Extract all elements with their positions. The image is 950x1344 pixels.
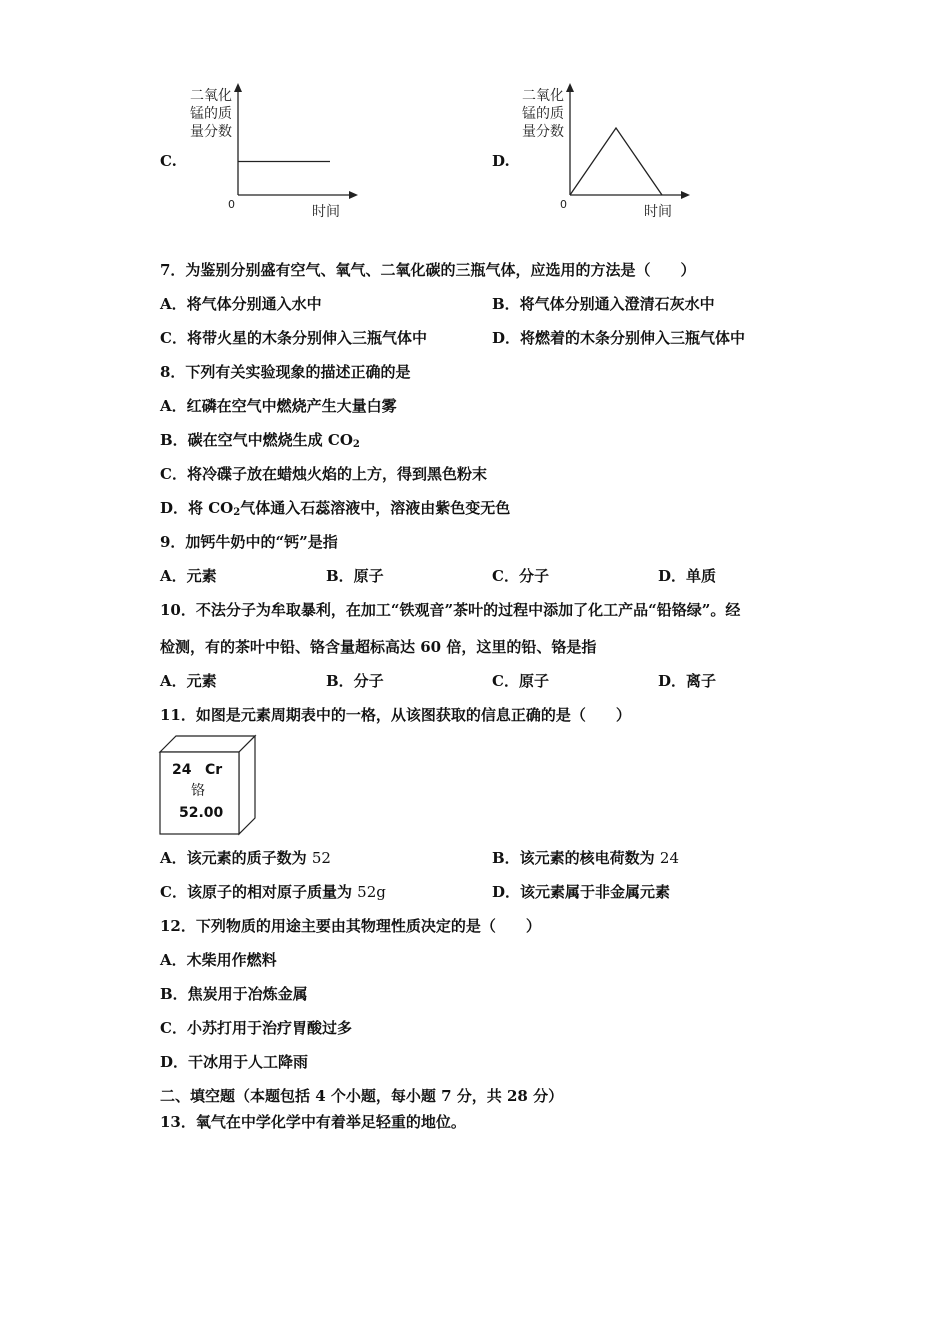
chart-d-origin: 0	[560, 198, 567, 211]
q9-option-a: A．元素	[160, 567, 217, 585]
q8-option-b-subscript: 2	[352, 439, 360, 450]
q12-stem: 12．下列物质的用途主要由其物理性质决定的是（ ）	[160, 917, 541, 935]
q8-option-d-subscript: 2	[233, 507, 241, 518]
cell-name: 铬	[191, 783, 205, 799]
q9-option-b: B．原子	[326, 567, 384, 585]
q11-option-b	[492, 848, 679, 868]
q10-stem-line-1: 10．不法分子为牟取暴利，在加工“铁观音”茶叶的过程中添加了化工产品“铅铬绿”。经	[160, 601, 741, 619]
chart-d-series-line	[570, 128, 662, 195]
chart-d-ylabel-2: 锰的质	[522, 106, 564, 122]
q8-option-b-text: B．碳在空气中燃烧生成 CO	[160, 431, 353, 449]
cell-atomic-mass: 52.00	[179, 805, 224, 821]
q8-option-d	[160, 498, 510, 523]
q11-option-a-text: A．该元素的质子数为	[160, 849, 312, 867]
q12-option-c: C．小苏打用于治疗胃酸过多	[160, 1019, 352, 1037]
q11-option-d: D．该元素属于非金属元素	[492, 883, 671, 901]
chart-d	[512, 80, 712, 225]
q10-option-c: C．原子	[492, 672, 549, 690]
q11-option-b-text: B．该元素的核电荷数为	[492, 849, 660, 867]
chart-c-ylabel-1: 二氧化	[190, 88, 232, 104]
q8-option-b	[160, 430, 360, 455]
q9-option-d: D．单质	[658, 567, 717, 585]
chart-c-letter: C.	[160, 152, 177, 170]
q8-option-a: A．红磷在空气中燃烧产生大量白雾	[160, 397, 397, 415]
q13-stem: 13．氧气在中学化学中有着举足轻重的地位。	[160, 1113, 466, 1131]
q12-option-d: D．干冰用于人工降雨	[160, 1053, 309, 1071]
cell-symbol: Cr	[205, 762, 223, 778]
q11-option-c	[160, 882, 386, 902]
q10-stem-line-2: 检测，有的茶叶中铅、铬含量超标高达 60 倍，这里的铅、铬是指	[160, 638, 597, 656]
chart-c-x-arrow	[349, 191, 358, 199]
q11-option-a-value: 52	[311, 849, 331, 867]
q8-option-c: C．将冷碟子放在蜡烛火焰的上方，得到黑色粉末	[160, 465, 487, 483]
q11-stem: 11．如图是元素周期表中的一格，从该图获取的信息正确的是（ ）	[160, 706, 631, 724]
section-2-heading: 二、填空题（本题包括 4 个小题，每小题 7 分，共 28 分）	[160, 1087, 564, 1105]
q10-option-d: D．离子	[658, 672, 717, 690]
chart-d-letter: D.	[492, 152, 510, 170]
q11-option-a	[160, 848, 331, 868]
q12-option-b: B．焦炭用于冶炼金属	[160, 985, 308, 1003]
cell-side-face	[239, 736, 255, 834]
chart-c-y-arrow	[234, 83, 242, 92]
chart-d-y-arrow	[566, 83, 574, 92]
q11-option-b-value: 24	[659, 849, 679, 867]
q7-stem: 7．为鉴别分别盛有空气、氧气、二氧化碳的三瓶气体，应选用的方法是（ ）	[160, 261, 696, 279]
q10-option-b: B．分子	[326, 672, 384, 690]
chart-d-x-arrow	[681, 191, 690, 199]
q7-option-b: B．将气体分别通入澄清石灰水中	[492, 295, 715, 313]
q8-option-d-text-2: 气体通入石蕊溶液中，溶液由紫色变无色	[240, 499, 511, 517]
chart-d-xlabel: 时间	[644, 204, 672, 220]
chart-c-origin: 0	[228, 198, 235, 211]
q8-stem: 8．下列有关实验现象的描述正确的是	[160, 363, 411, 381]
chart-d-ylabel-1: 二氧化	[522, 88, 564, 104]
q7-option-d: D．将燃着的木条分别伸入三瓶气体中	[492, 329, 746, 347]
chart-c	[180, 80, 380, 225]
q7-option-a: A．将气体分别通入水中	[160, 295, 322, 313]
chart-c-xlabel: 时间	[312, 204, 340, 220]
chart-c-ylabel-3: 量分数	[190, 124, 232, 140]
q11-option-c-text: C．该原子的相对原子质量为	[160, 883, 358, 901]
q9-option-c: C．分子	[492, 567, 549, 585]
q11-option-c-value: 52g	[357, 883, 386, 901]
periodic-table-cell	[158, 734, 258, 838]
q12-option-a: A．木柴用作燃料	[160, 951, 277, 969]
q8-option-d-text-1: D．将 CO	[160, 499, 234, 517]
q10-option-a: A．元素	[160, 672, 217, 690]
q9-stem: 9．加钙牛奶中的“钙”是指	[160, 533, 338, 551]
q7-option-c: C．将带火星的木条分别伸入三瓶气体中	[160, 329, 427, 347]
cell-atomic-number: 24	[172, 762, 192, 778]
chart-c-ylabel-2: 锰的质	[190, 106, 232, 122]
chart-d-ylabel-3: 量分数	[522, 124, 564, 140]
